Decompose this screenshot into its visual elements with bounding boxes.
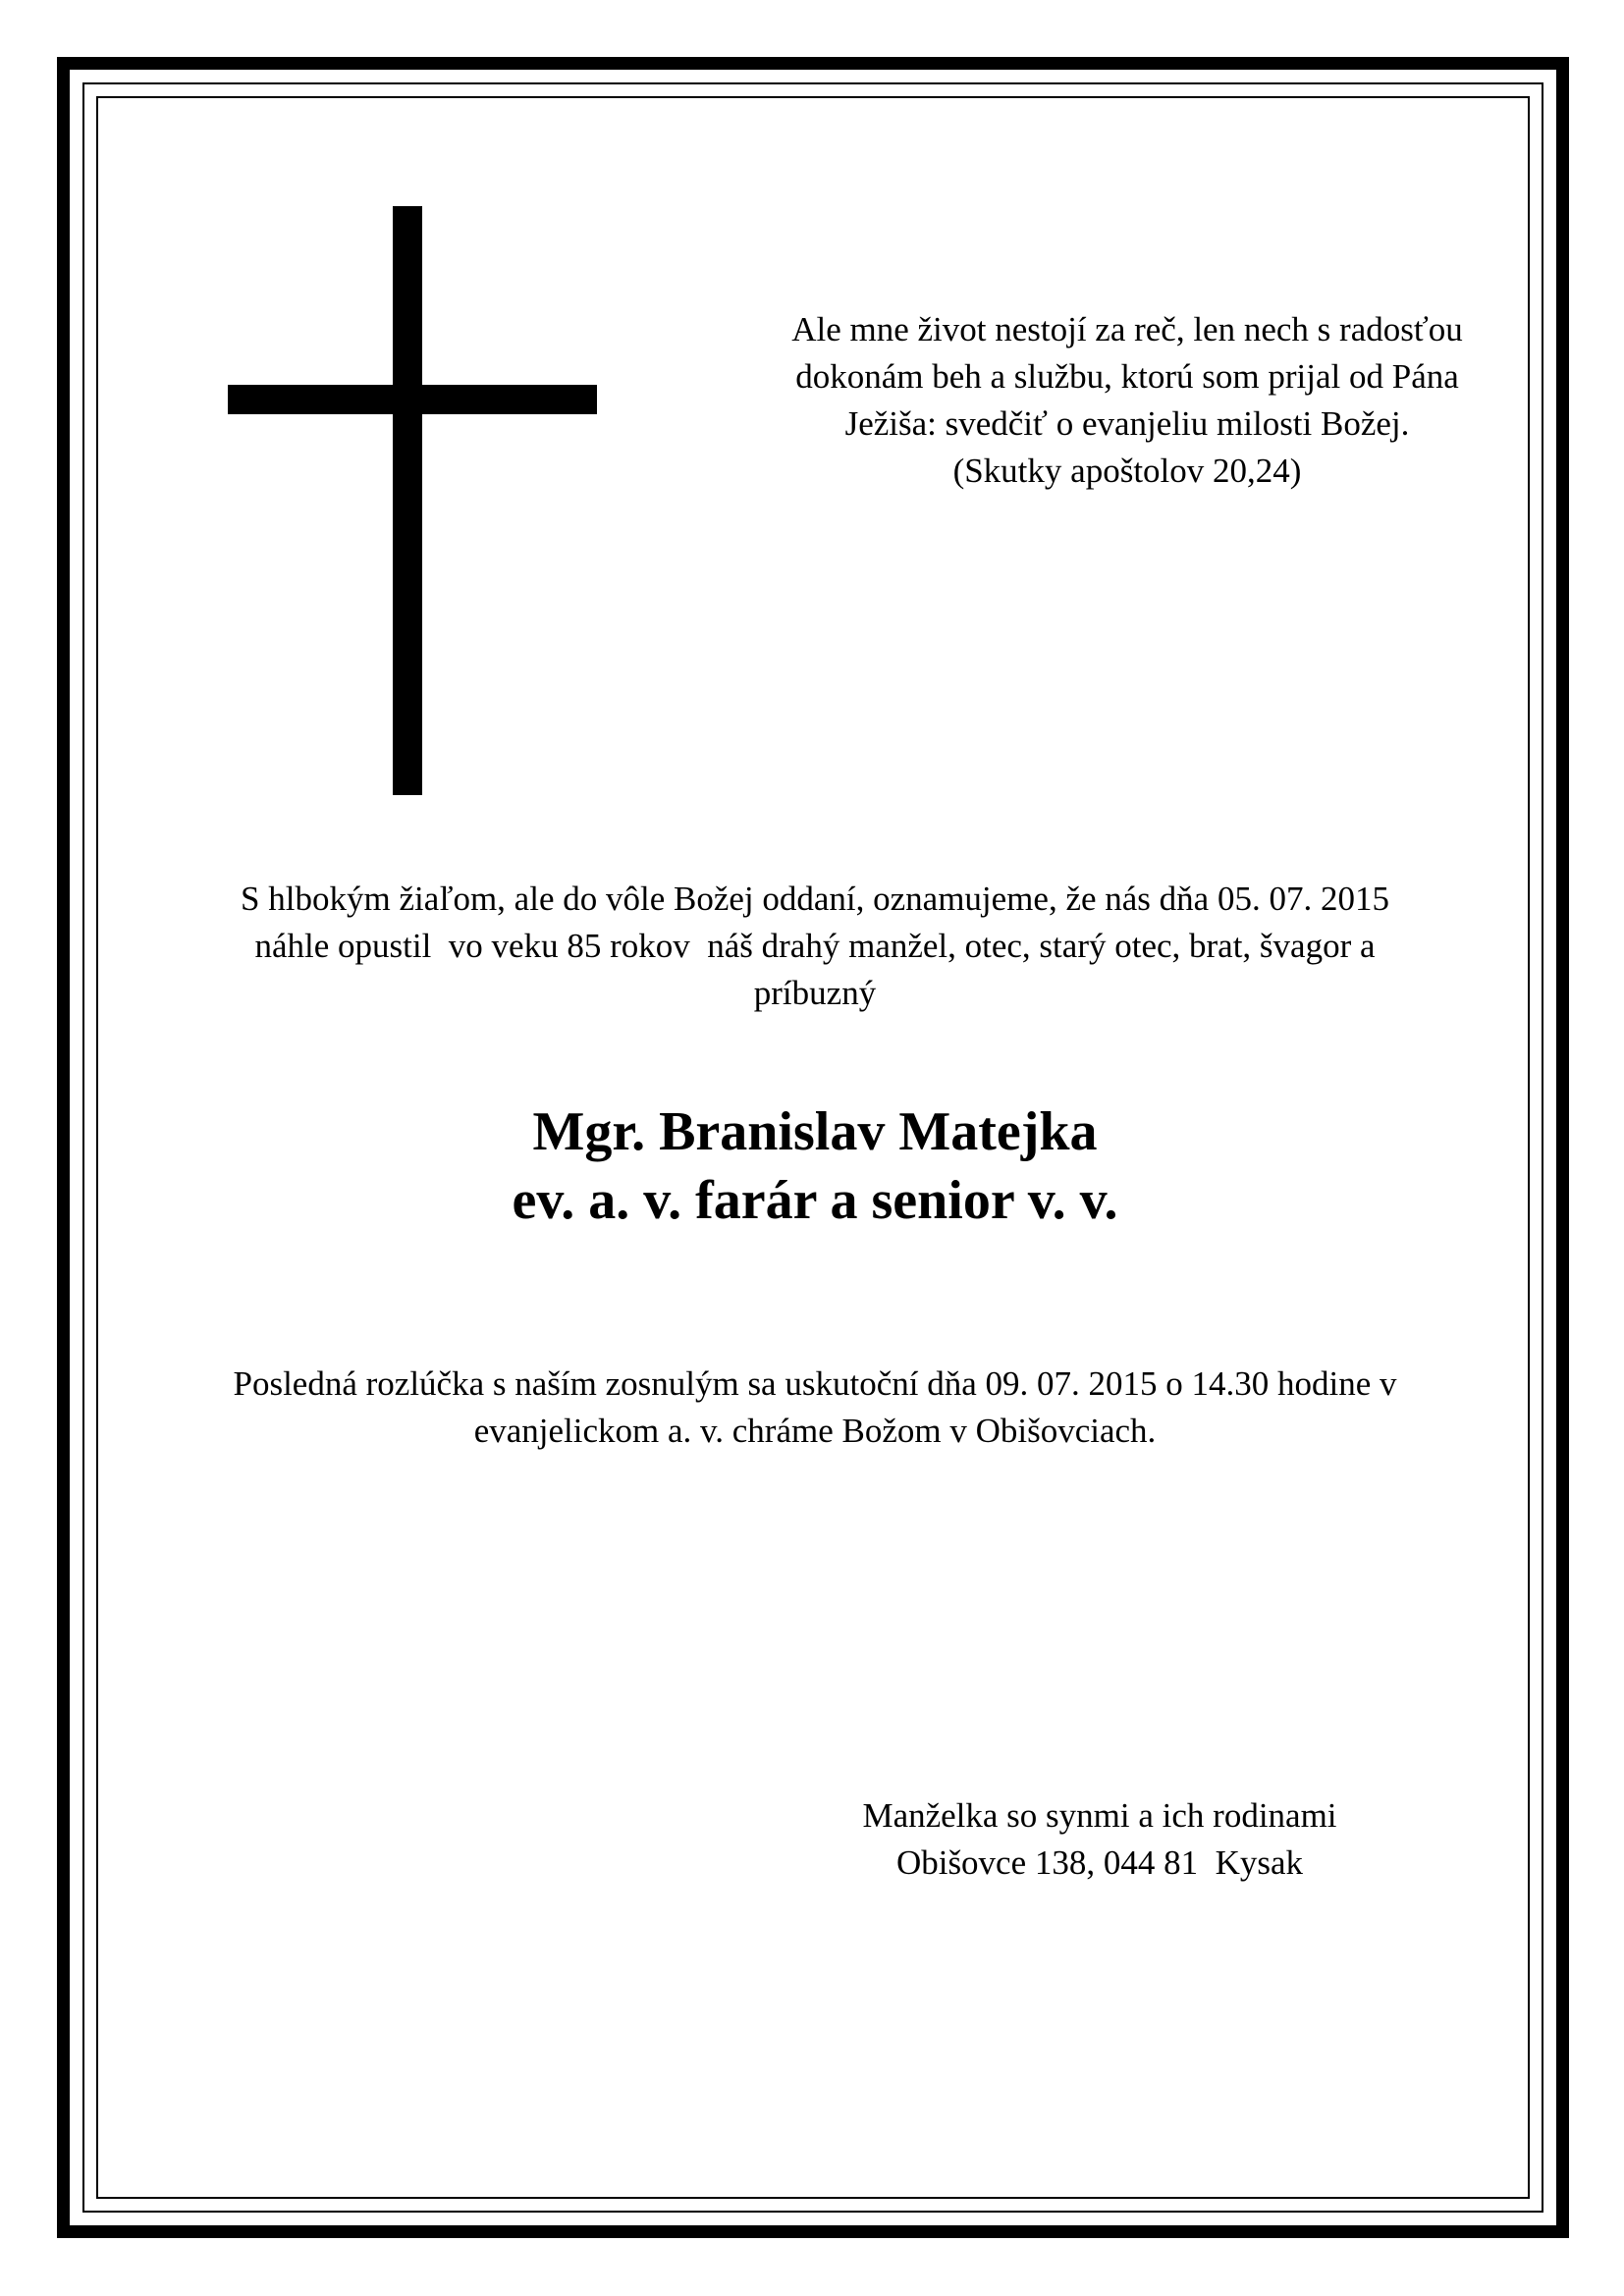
deceased-name: Mgr. Branislav Matejka [532,1101,1098,1162]
verse-text: Ale mne život nestojí za reč, len nech s radosťou dokonám beh a službu, ktorú som prijal od Pána Ježiša: svedčiť o evanjeliu milosti Božej. [791,310,1463,443]
farewell-line: evanjelickom a. v. chráme Božom v Obišovciach. [473,1412,1157,1450]
deceased-title: ev. a. v. farár a senior v. v. [512,1170,1118,1231]
cross-vertical-bar [393,206,422,795]
funeral-details [98,1361,1532,1455]
bible-verse [715,306,1540,495]
farewell-line: Posledná rozlúčka s naším zosnulým sa uskutoční dňa 09. 07. 2015 o 14.30 hodine v [233,1364,1397,1403]
cross-horizontal-bar [228,385,597,414]
announcement-line: S hlbokým žiaľom, ale do vôle Božej oddaní, oznamujeme, že nás dňa 05. 07. 2015 [241,880,1389,918]
announcement-line: príbuzný [753,974,877,1012]
signature-line: Manželka so synmi a ich rodinami [862,1796,1337,1835]
announcement-line: náhle opustil vo veku 85 rokov náš drahý manžel, otec, starý otec, brat, švagor a [254,927,1376,965]
deceased-block [137,1097,1492,1235]
mourners-signature [785,1792,1414,1887]
signature-address: Obišovce 138, 044 81 Kysak [895,1843,1304,1882]
death-announcement [137,876,1492,1017]
verse-reference: (Skutky apoštolov 20,24) [952,452,1302,490]
